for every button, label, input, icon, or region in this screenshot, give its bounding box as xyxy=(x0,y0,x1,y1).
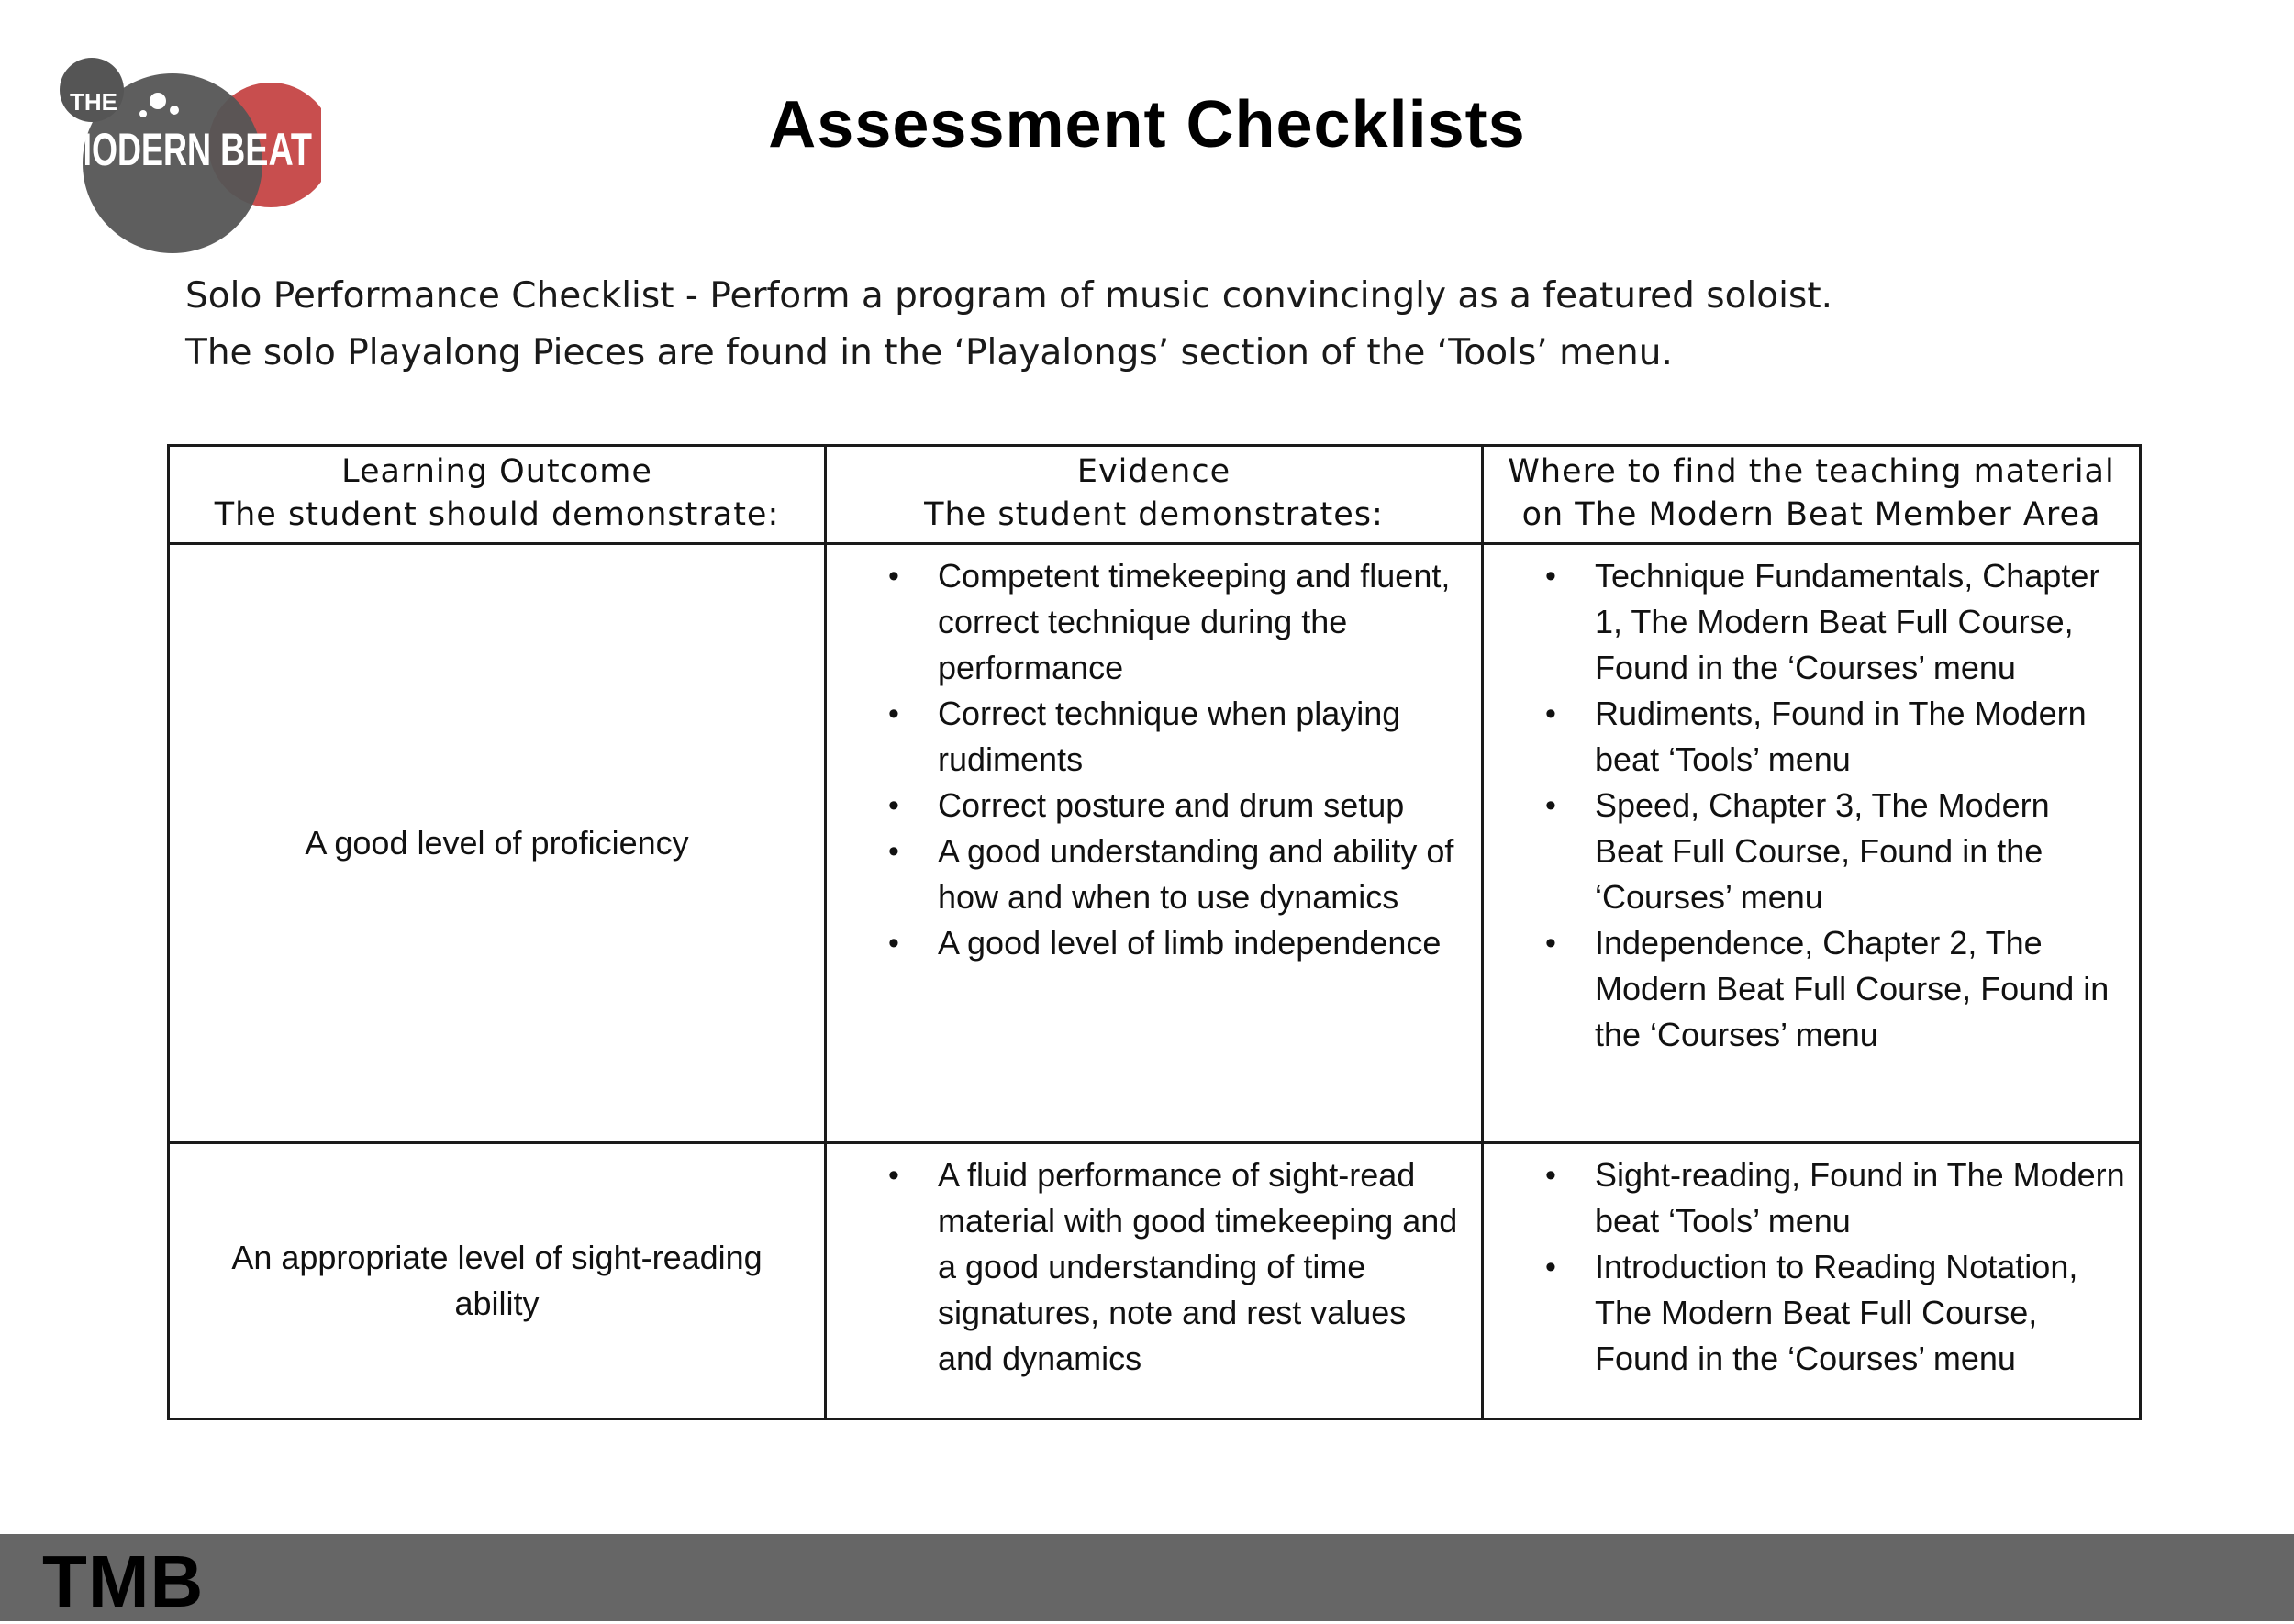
header-where-to-find: Where to find the teaching material on The Modern Beat Member Area xyxy=(1483,446,2141,544)
list-item: • A good understanding and ability of how and when to use dynamics xyxy=(828,829,1467,920)
evidence-list xyxy=(828,546,1480,975)
footer-logo-text: TMB xyxy=(42,1541,205,1622)
list-item: • Competent timekeeping and fluent, correct technique during the performance xyxy=(828,553,1467,691)
footer-bar xyxy=(0,1534,2294,1621)
where-list xyxy=(1485,1145,2138,1391)
list-item: • A fluid performance of sight-read material with good timekeeping and a good understanding of time signatures, note and rest values and dynamics xyxy=(828,1152,1467,1382)
list-item: • Introduction to Reading Notation, The Modern Beat Full Course, Found in the ‘Courses’ menu xyxy=(1485,1244,2125,1382)
outcome-cell: A good level of proficiency xyxy=(169,544,826,1143)
where-cell xyxy=(1483,544,2141,1143)
list-item: • Technique Fundamentals, Chapter 1, The Modern Beat Full Course, Found in the ‘Courses’ menu xyxy=(1485,553,2125,691)
list-item: • Sight-reading, Found in The Modern beat ‘Tools’ menu xyxy=(1485,1152,2125,1244)
list-item: • Independence, Chapter 2, The Modern Beat Full Course, Found in the ‘Courses’ menu xyxy=(1485,920,2125,1058)
logo-text-the: THE xyxy=(70,88,117,116)
list-item: • Correct posture and drum setup xyxy=(828,783,1467,829)
intro-line-1: Solo Performance Checklist - Perform a program of music convincingly as a featured soloist. xyxy=(185,275,1833,317)
evidence-cell xyxy=(826,544,1483,1143)
table-header-row xyxy=(169,446,2141,544)
header-learning-outcome: Learning Outcome The student should demonstrate: xyxy=(169,446,826,544)
where-list xyxy=(1485,546,2138,1067)
list-item: • A good level of limb independence xyxy=(828,920,1467,966)
table-row xyxy=(169,1143,2141,1419)
intro-line-2: The solo Playalong Pieces are found in the ‘Playalongs’ section of the ‘Tools’ menu. xyxy=(185,332,1673,373)
logo-text-beat: BEAT xyxy=(220,124,312,175)
logo-text-modern: MODERN xyxy=(64,124,211,175)
intro-text xyxy=(185,268,1832,382)
evidence-cell xyxy=(826,1143,1483,1419)
list-item: • Correct technique when playing rudiments xyxy=(828,691,1467,783)
header-evidence: Evidence The student demonstrates: xyxy=(826,446,1483,544)
page-title: Assessment Checklists xyxy=(768,88,1526,161)
outcome-cell: An appropriate level of sight-reading ability xyxy=(169,1143,826,1419)
table-row xyxy=(169,544,2141,1143)
list-item: • Speed, Chapter 3, The Modern Beat Full Course, Found in the ‘Courses’ menu xyxy=(1485,783,2125,920)
where-cell xyxy=(1483,1143,2141,1419)
assessment-table xyxy=(167,444,2142,1420)
list-item: • Rudiments, Found in The Modern beat ‘Tools’ menu xyxy=(1485,691,2125,783)
evidence-list xyxy=(828,1145,1480,1391)
